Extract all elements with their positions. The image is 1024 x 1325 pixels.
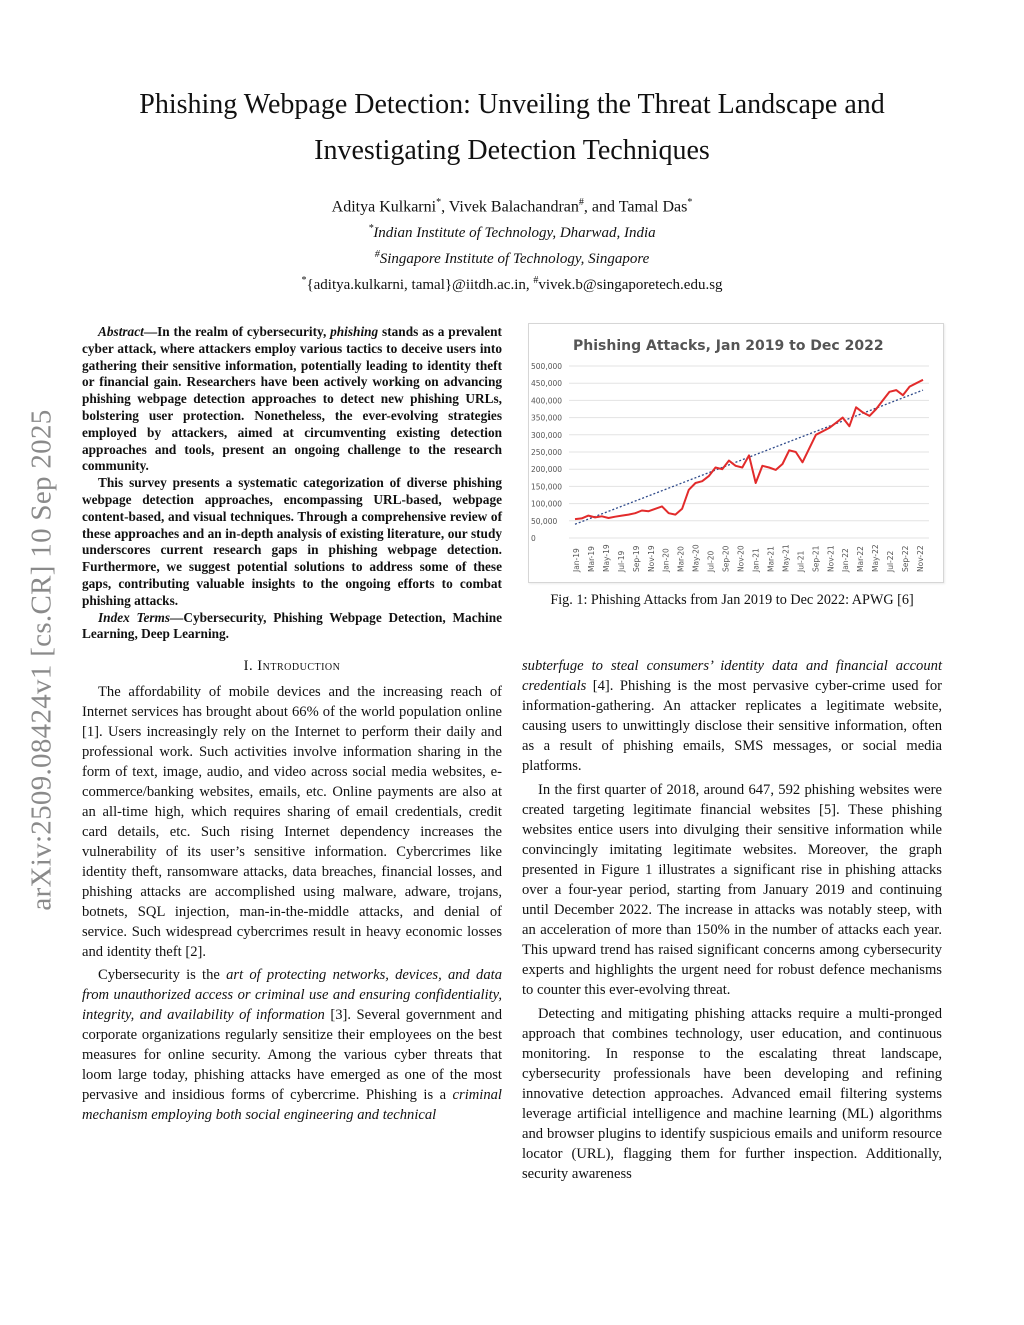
y-tick-label: 500,000 (531, 362, 563, 371)
x-tick-label: Nov-21 (826, 545, 836, 572)
x-tick-label: May-21 (781, 544, 791, 572)
phishing-attacks-line-chart (529, 324, 943, 582)
intro-paragraph-4: In the first quarter of 2018, around 647, 592 phishing websites were created targeting legitimate financial websites [5]. These phishing websites entice users into divulging their sensitive information while convincingly imitating legitimate websites. Moreover, the graph presented in Figure 1 illustrates a significant rise in phishing attacks over a four-year period, starting from January 2019 and continuing until December 2022. The increase in attacks was notably steep, with an acceleration of more than 150% in the number of attacks each year. This upward trend has raised significant concerns among cybersecurity experts and highlights the urgent need for robust defence mechanisms to counter this ever-evolving threat. (522, 782, 942, 998)
y-tick-label: 100,000 (531, 499, 563, 509)
x-tick-label: Sep-21 (811, 545, 821, 572)
x-tick-label: Jan-19 (572, 548, 581, 572)
intro-p2-b: [3]. Several government and corporate organizations regularly sensitize their employees on the best measures for online security. Among the various cyber threats that loom large today, phishing attacks have emerged as one of the most pervasive and insidious forms of cybercrime. Phishing is a (82, 1007, 502, 1104)
author-3: , and Tamal Das (583, 198, 688, 216)
title-line-1: Phishing Webpage Detection: Unveiling the Threat Landscape and (139, 89, 885, 120)
x-tick-label: May-19 (601, 544, 611, 572)
intro-paragraph-5: Detecting and mitigating phishing attacks require a multi-pronged approach that combines technology, user education, and continuous monitoring. In response to the escalating threat landscape, cybersecurity professionals have been developing and refining innovative detection approaches. Advanced email filtering systems leverage artificial intelligence and machine learning (ML) algorithms and browser plugins to identify suspicious emails and uniform resource locator (URL), flagging them for further inspection. Additionally, security awareness (522, 1006, 942, 1182)
author-1-mark: * (436, 197, 442, 208)
title-line-2: Investigating Detection Techniques (314, 135, 710, 166)
x-tick-label: Nov-22 (916, 545, 925, 572)
index-terms: —Cybersecurity, Phishing Webpage Detection, Machine Learning, Deep Learning. (82, 609, 502, 642)
author-1: Aditya Kulkarni (331, 198, 437, 216)
y-tick-label: 150,000 (531, 482, 563, 492)
figure-1-caption: Fig. 1: Phishing Attacks from Jan 2019 to Dec 2022: APWG [6] (550, 592, 914, 608)
author-block (80, 192, 944, 296)
x-tick-label: Mar-21 (766, 546, 776, 572)
abstract-p2: This survey presents a systematic categorization of diverse phishing webpage detection approaches, encompassing URL-based, webpage content-based, and visual techniques. Through a comprehensive review of these approaches and an in-depth analysis of existing literature, our study underscores current research gaps in phishing webpage detection. Furthermore, we suggest potential solutions to address some of these gaps, contributing valuable insights to the ongoing efforts to combat phishing attacks. (82, 475, 502, 608)
author-emails (80, 270, 944, 296)
arxiv-sidebar-stamp (12, 360, 72, 960)
x-tick-label: Jul-19 (616, 550, 626, 572)
intro-p2-a: Cybersecurity is the (98, 967, 227, 984)
email-2: vivek.b@singaporetech.edu.sg (538, 277, 723, 294)
y-tick-label: 200,000 (531, 465, 563, 475)
email-1-mark: * (301, 275, 307, 287)
email-2-mark: # (533, 275, 539, 287)
intro-paragraph-1: The affordability of mobile devices and the increasing reach of Internet services has brought about 66% of the world population online [1]. Users increasingly rely on the Internet to perform their daily and professional work. Such activities involve information sharing in the form of text, image, audio, and video across social media websites, e-commerce/banking websites, emails, etc. Online payments are also at an all-time high, which requires sharing of email credentials, credit card details, etc. Such rising Internet dependency increases the vulnerability of its user’s sensitive information. Cybercrimes like identity theft, ransomware attacks, data breaches, financial losses, and phishing attacks are accomplished using malware, adware, trojans, botnets, SQL injection, man-in-the-middle attacks, and denial of service. Such widespread cybercrimes result in heavy economic losses and identity theft [2]. (82, 684, 502, 961)
y-tick-label: 50,000 (531, 516, 558, 526)
x-tick-label: Jan-22 (841, 548, 851, 572)
y-tick-label: 350,000 (531, 413, 563, 423)
arxiv-identifier: arXiv:2509.08424v1 [cs.CR] 10 Sep 2025 (25, 409, 58, 911)
intro-paragraph-3 (522, 656, 942, 776)
author-2: , Vivek Balachandran (441, 198, 579, 216)
x-tick-label: Sep-20 (721, 545, 731, 572)
author-2-mark: # (578, 197, 584, 208)
y-tick-label: 250,000 (531, 448, 563, 457)
affiliation-1 (80, 218, 944, 244)
x-tick-label: Nov-20 (736, 545, 746, 572)
y-tick-label: 400,000 (531, 396, 563, 406)
affiliation-1-mark: * (368, 223, 374, 235)
x-tick-label: Mar-19 (586, 546, 596, 572)
x-tick-label: Jan-21 (751, 548, 761, 572)
abstract (82, 324, 502, 643)
x-tick-label: May-22 (871, 544, 881, 572)
abstract-p1-em: phishing (330, 324, 379, 339)
chart-title: Phishing Attacks, Jan 2019 to Dec 2022 (573, 338, 884, 354)
x-tick-label: Jul-20 (706, 550, 716, 572)
abstract-p1-b: stands as a prevalent cyber attack, where attackers employ various tactics to deceive users into gathering their sensitive information, potentially leading to identity theft or financial gain. Researchers have been actively working on advancing phishing webpage detection approaches to detect new phishing URLs, bolstering user protection. Nonetheless, the ever-evolving strategies employed by attackers, aimed at circumventing existing detection approaches and tools, present an ongoing challenge to the research community. (82, 324, 502, 474)
x-tick-label: Sep-22 (901, 545, 911, 572)
affiliation-2 (80, 244, 944, 270)
email-1: {aditya.kulkarni, tamal}@iitdh.ac.in, (306, 277, 534, 294)
section-number: I. (243, 658, 258, 675)
x-tick-label: Mar-20 (676, 546, 686, 572)
affiliation-1-text: Indian Institute of Technology, Dharwad, India (373, 225, 656, 242)
affiliation-2-text: Singapore Institute of Technology, Singapore (379, 251, 650, 268)
intro-paragraph-2 (82, 965, 502, 1125)
x-tick-label: May-20 (691, 544, 701, 572)
intro-p3-em: subterfuge to steal consumers’ identity data and financial account credentials (522, 658, 942, 694)
x-tick-label: Jul-22 (886, 550, 896, 572)
abstract-p1-a: —In the realm of cybersecurity, (143, 324, 331, 339)
affiliation-2-mark: # (374, 249, 380, 261)
x-tick-label: Mar-22 (856, 546, 866, 572)
index-terms-label: Index Terms (98, 609, 171, 625)
figure-1-chart (528, 323, 944, 583)
author-3-mark: * (687, 197, 693, 208)
x-tick-label: Sep-19 (631, 545, 641, 572)
x-tick-label: Jan-20 (661, 548, 671, 572)
intro-p2-em2: criminal mechanism employing both social engineering and technical (82, 1087, 502, 1124)
section-title: Introduction (257, 658, 341, 675)
abstract-label: Abstract (98, 324, 144, 339)
intro-p3-b: [4]. Phishing is the most pervasive cyber-crime used for information-gathering. An attacker replicates a legitimate website, causing users to unwittingly disclose their sensitive information, often as a result of phishing emails, SMS messages, or social media platforms. (522, 678, 942, 774)
left-column (82, 324, 502, 1128)
y-tick-label: 300,000 (531, 430, 563, 440)
paper-title (80, 82, 944, 174)
y-tick-label: 450,000 (531, 379, 563, 389)
intro-p2-em: art of protecting networks, devices, and data from unauthorized access or criminal use and ensuring confidentiality, integrity, and availability of information (82, 967, 502, 1024)
author-names (80, 192, 944, 218)
section-heading-introduction (82, 656, 502, 676)
x-tick-label: Nov-19 (646, 545, 656, 572)
right-column (522, 656, 942, 1187)
x-tick-label: Jul-21 (796, 550, 806, 572)
y-tick-label: 0 (531, 534, 536, 543)
